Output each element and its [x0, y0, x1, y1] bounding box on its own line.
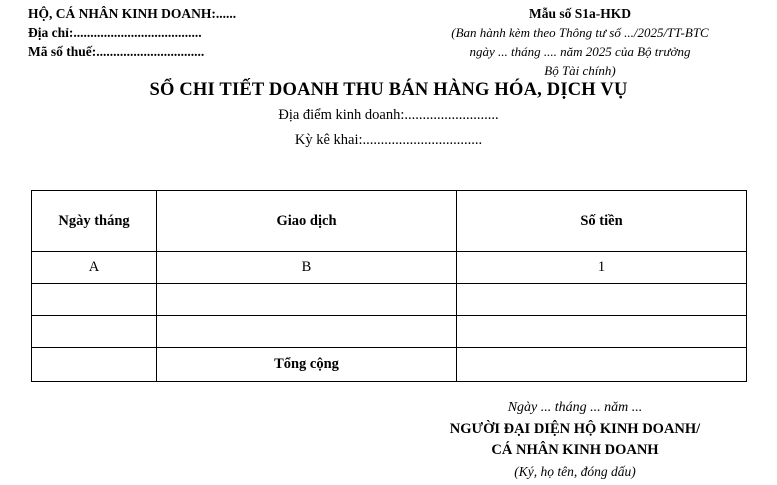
cell-transaction[interactable]	[157, 284, 457, 316]
cell-transaction[interactable]	[157, 316, 457, 348]
cell-date[interactable]	[32, 284, 157, 316]
cell-amount[interactable]	[457, 316, 747, 348]
cell-amount[interactable]	[457, 284, 747, 316]
signature-role-line-2: CÁ NHÂN KINH DOANH	[491, 442, 659, 458]
business-address-line: Địa chỉ:......................................	[28, 25, 202, 40]
business-name-line: HỘ, CÁ NHÂN KINH DOANH:......	[28, 6, 237, 21]
revenue-detail-table	[31, 190, 747, 382]
business-info-block	[28, 4, 236, 61]
cell-letter-amount: 1	[457, 252, 747, 284]
table-header-row	[32, 191, 747, 252]
form-reference-block	[400, 4, 760, 80]
cell-letter-transaction: B	[157, 252, 457, 284]
title-block	[0, 78, 777, 152]
cell-letter-date: A	[32, 252, 157, 284]
page-title: SỔ CHI TIẾT DOANH THU BÁN HÀNG HÓA, DỊCH VỤ	[149, 80, 628, 100]
document-header	[0, 0, 777, 78]
cell-total-label: Tổng cộng	[157, 348, 457, 382]
table-row-total	[32, 348, 747, 382]
table-row-letters	[32, 252, 747, 284]
table-row[interactable]	[32, 316, 747, 348]
signature-role-line-1: NGƯỜI ĐẠI DIỆN HỘ KINH DOANH/	[449, 421, 701, 437]
business-tax-code-line: Mã số thuế:................................	[28, 44, 205, 59]
cell-total-date	[32, 348, 157, 382]
signature-date-line: Ngày ... tháng ... năm ...	[507, 400, 643, 415]
cell-date[interactable]	[32, 316, 157, 348]
column-header-amount: Số tiền	[457, 191, 747, 252]
signature-hint: (Ký, họ tên, đóng dấu)	[514, 464, 636, 479]
business-location-line: Địa điểm kinh doanh:..........................	[278, 107, 499, 123]
form-note-line-1: (Ban hành kèm theo Thông tư số .../2025/TT-BTC	[451, 25, 709, 40]
cell-total-amount[interactable]	[457, 348, 747, 382]
column-header-date: Ngày tháng	[32, 191, 157, 252]
form-note-line-3: Bộ Tài chính)	[544, 63, 616, 78]
form-note-line-2: ngày ... tháng .... năm 2025 của Bộ trưởng	[469, 44, 691, 59]
form-code: Mẫu số S1a-HKD	[528, 6, 631, 21]
column-header-transaction: Giao dịch	[157, 191, 457, 252]
table-row[interactable]	[32, 284, 747, 316]
declaration-period-line: Kỳ kê khai:.................................	[294, 132, 483, 148]
signature-block	[400, 398, 750, 482]
